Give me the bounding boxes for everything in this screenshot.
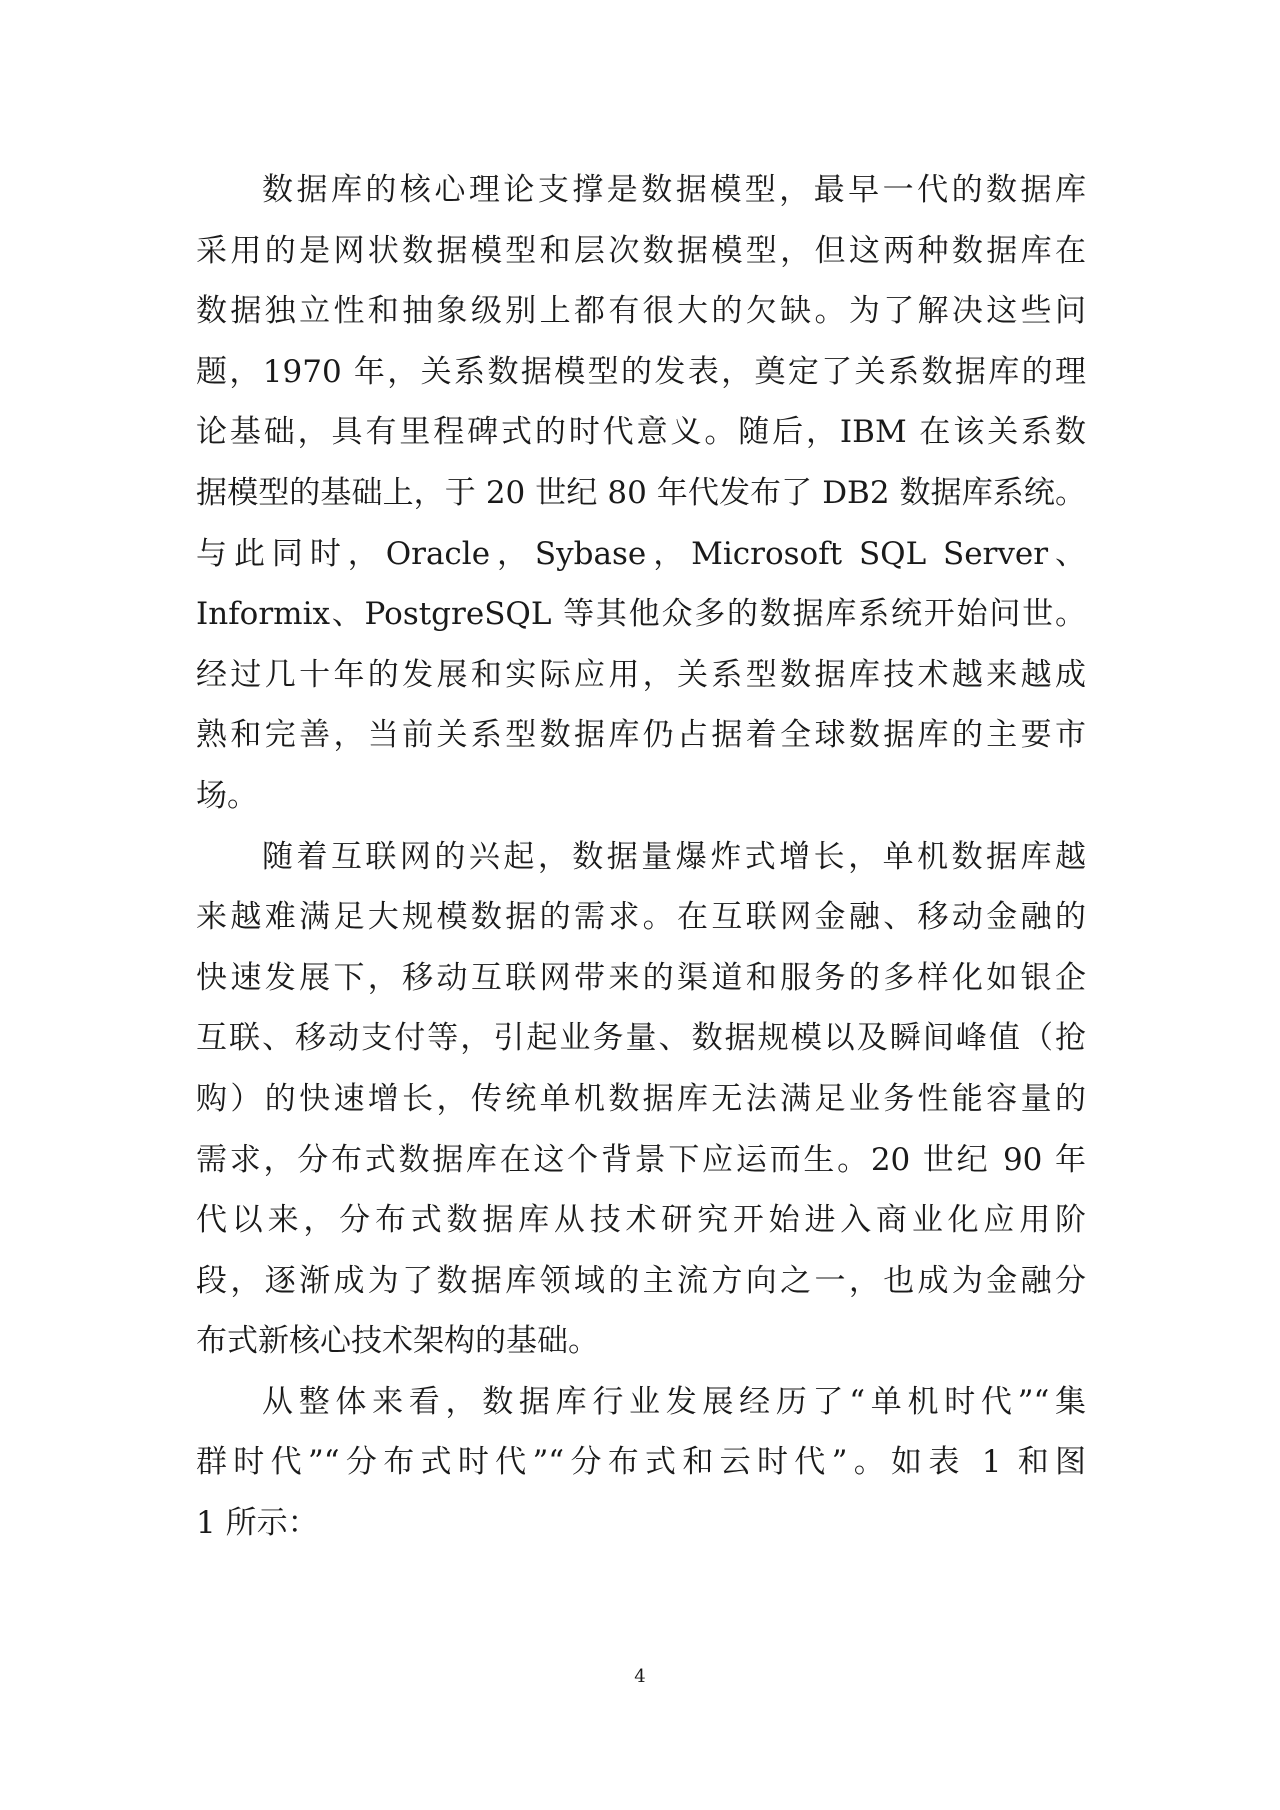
page-number: 4 <box>634 1666 646 1687</box>
text-line: 群时代”“分布式时代”“分布式和云时代”。如表 1 和图 <box>196 1444 1086 1481</box>
text-line: 数据库的核心理论支撑是数据模型，最早一代的数据库 <box>262 172 1086 208</box>
text-line: 购）的快速增长，传统单机数据库无法满足业务性能容量的 <box>196 1080 1086 1117</box>
text-line: 从整体来看，数据库行业发展经历了“单机时代”“集 <box>262 1383 1086 1420</box>
text-line: 需求，分布式数据库在这个背景下应运而生。20 世纪 90 年 <box>196 1141 1086 1178</box>
paragraph-1 <box>196 160 1086 827</box>
text-line: 互联、移动支付等，引起业务量、数据规模以及瞬间峰值（抢 <box>196 1020 1086 1057</box>
text-line: 场。 <box>196 777 258 814</box>
text-line: 经过几十年的发展和实际应用，关系型数据库技术越来越成 <box>196 656 1086 693</box>
text-line: 据模型的基础上，于 20 世纪 80 年代发布了 DB2 数据库系统。 <box>196 474 1086 511</box>
text-line: 熟和完善，当前关系型数据库仍占据着全球数据库的主要市 <box>196 717 1086 754</box>
text-line: 1 所示： <box>196 1505 319 1542</box>
text-line: 布式新核心技术架构的基础。 <box>196 1323 599 1360</box>
text-line: 数据独立性和抽象级别上都有很大的欠缺。为了解决这些问 <box>196 293 1086 330</box>
paragraph-3 <box>196 1372 1086 1554</box>
text-line: 来越难满足大规模数据的需求。在互联网金融、移动金融的 <box>196 899 1086 936</box>
text-line: 代以来，分布式数据库从技术研究开始进入商业化应用阶 <box>196 1202 1086 1239</box>
text-line: 与此同时，Oracle，Sybase，Microsoft SQL Server、 <box>196 535 1086 572</box>
paragraph-2 <box>196 827 1086 1372</box>
text-line: Informix、PostgreSQL 等其他众多的数据库系统开始问世。 <box>196 596 1086 633</box>
text-line: 题，1970 年，关系数据模型的发表，奠定了关系数据库的理 <box>196 353 1086 390</box>
text-line: 段，逐渐成为了数据库领域的主流方向之一，也成为金融分 <box>196 1262 1086 1299</box>
text-line: 随着互联网的兴起，数据量爆炸式增长，单机数据库越 <box>262 838 1086 875</box>
text-line: 快速发展下，移动互联网带来的渠道和服务的多样化如银企 <box>196 959 1086 996</box>
text-line: 论基础，具有里程碑式的时代意义。随后，IBM 在该关系数 <box>196 414 1086 451</box>
body-text <box>196 160 1086 1554</box>
text-line: 采用的是网状数据模型和层次数据模型，但这两种数据库在 <box>196 232 1086 269</box>
